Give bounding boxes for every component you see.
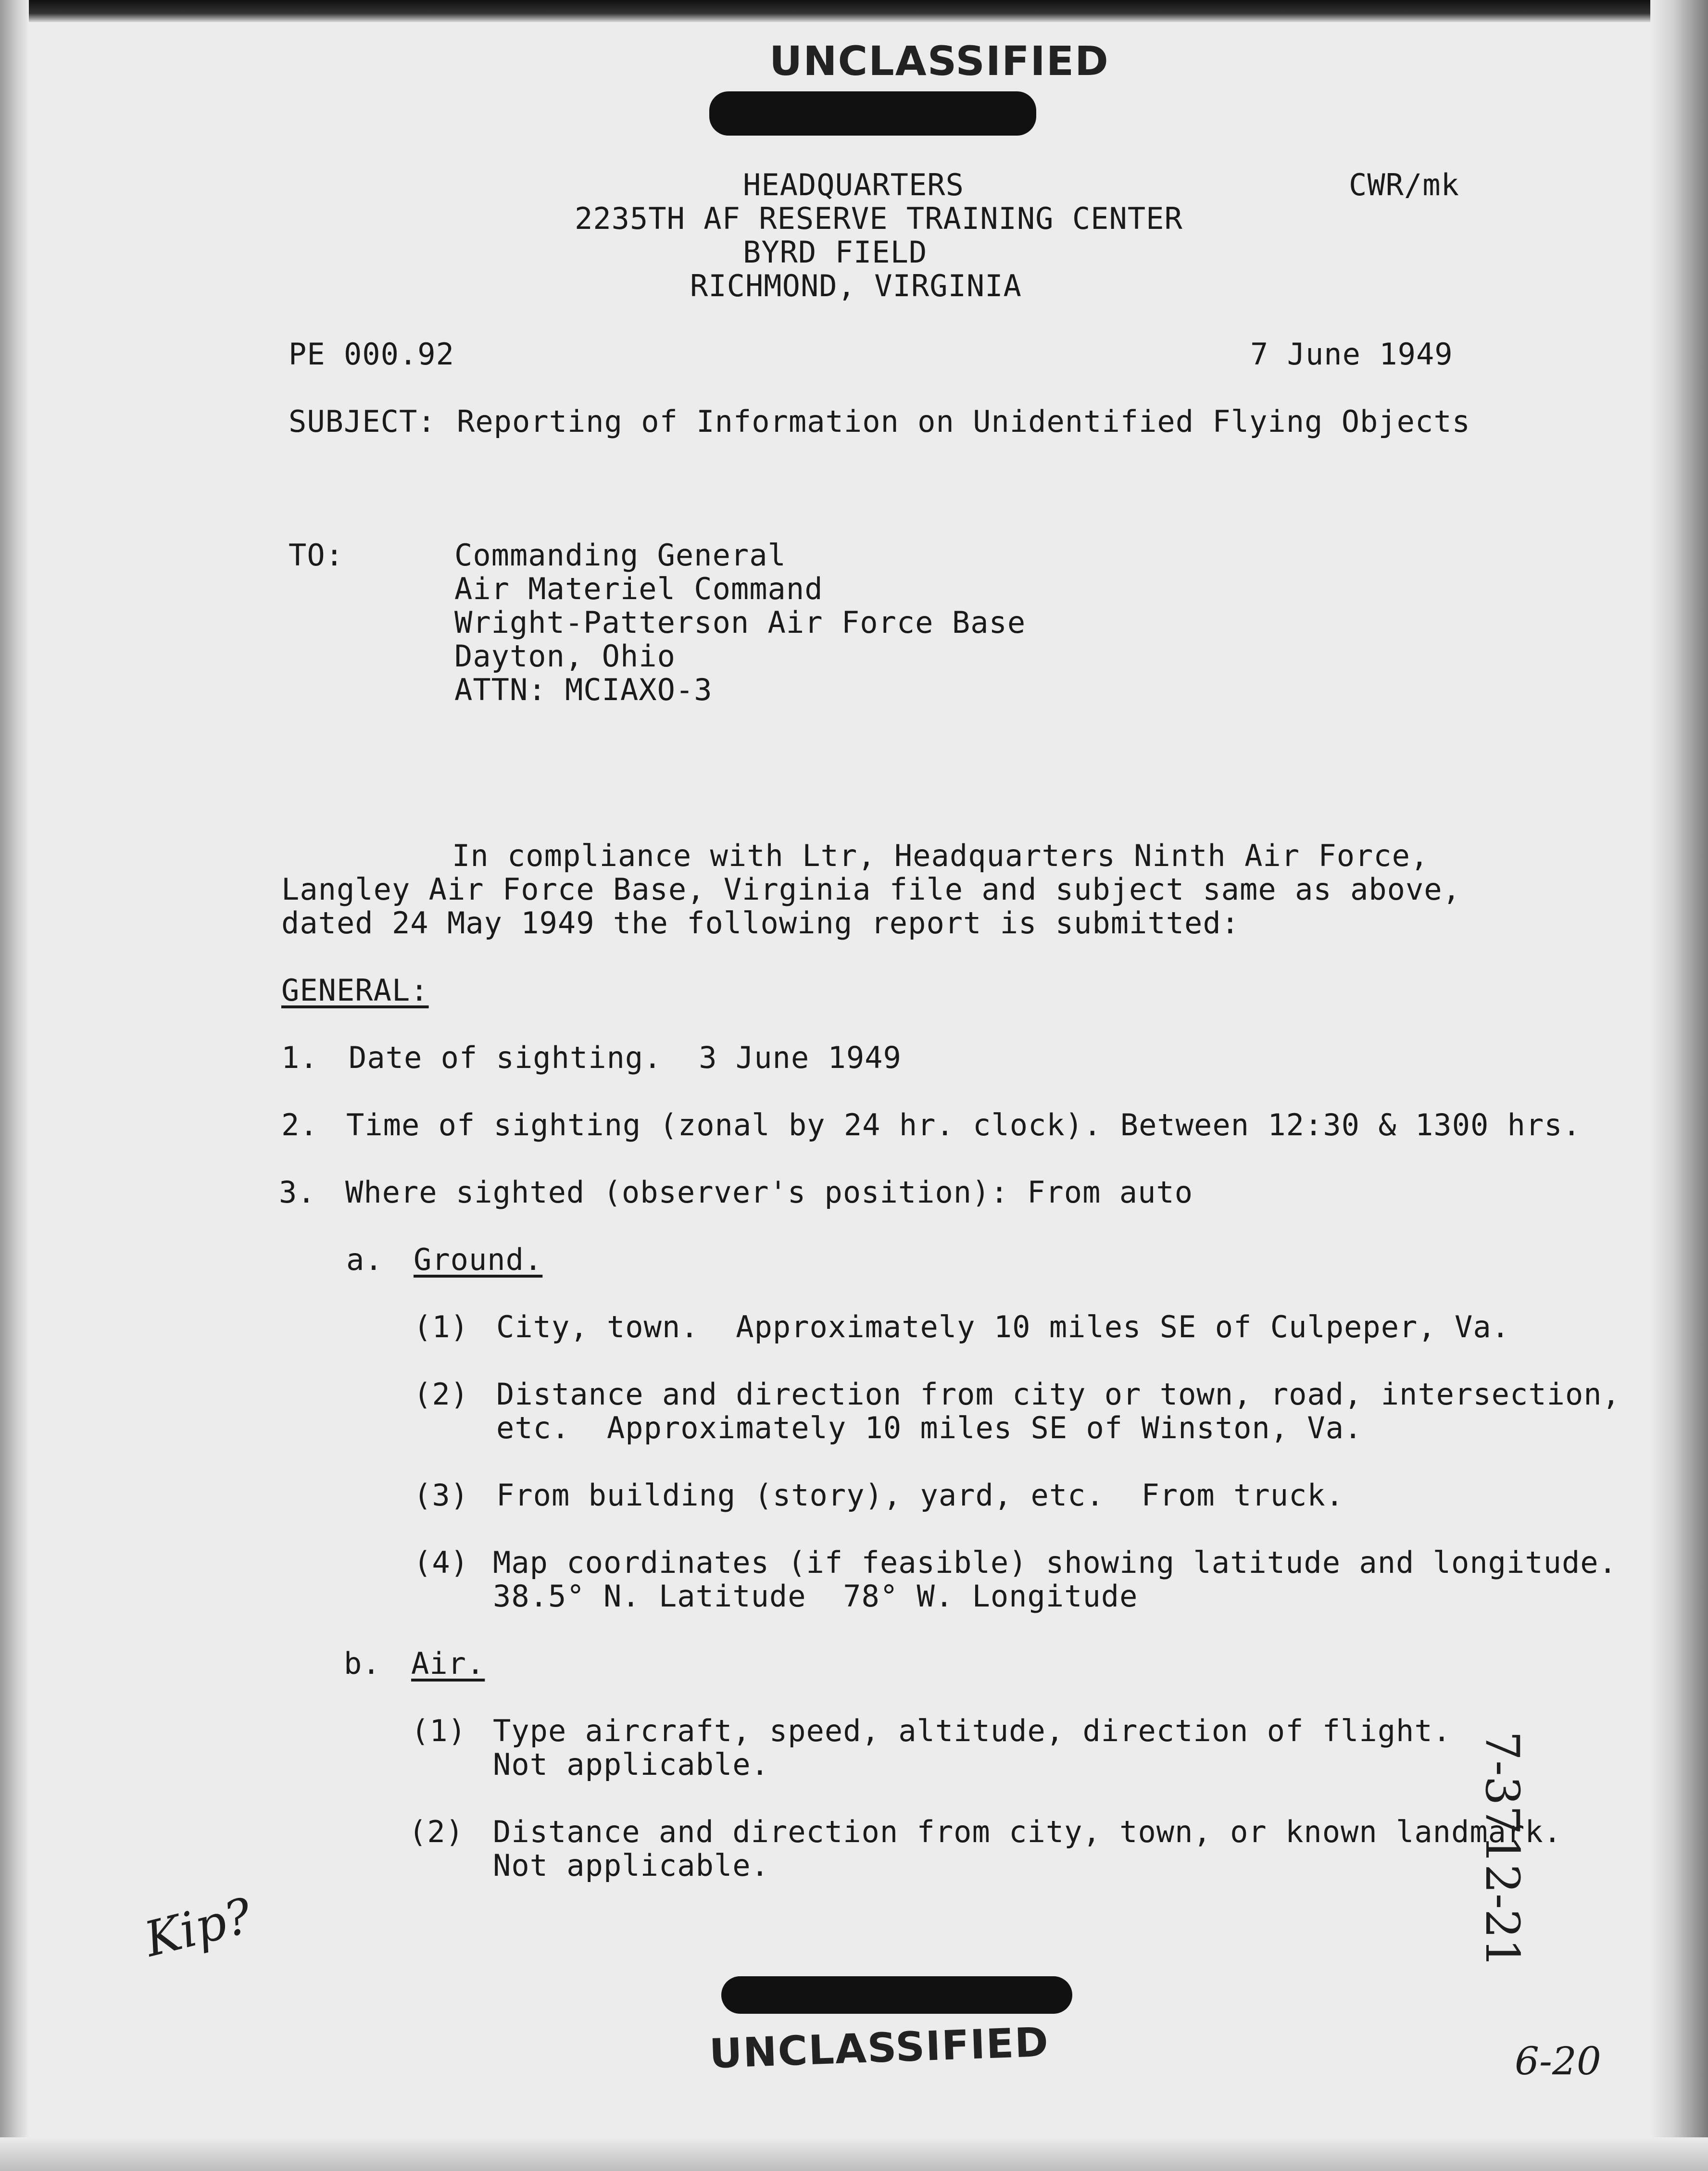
air-item-1-text-line-1: Type aircraft, speed, altitude, direction of flight. bbox=[493, 1713, 1452, 1748]
air-letter: b. bbox=[344, 1646, 381, 1681]
ground-item-1-text: City, town. Approximately 10 miles SE of Culpeper, Va. bbox=[496, 1309, 1510, 1344]
item-2-number: 2. bbox=[281, 1107, 318, 1142]
to-line-4: Dayton, Ohio bbox=[454, 639, 676, 674]
redaction-bar-top bbox=[709, 91, 1036, 136]
org-line-1: HEADQUARTERS bbox=[743, 167, 964, 202]
intro-line-1: In compliance with Ltr, Headquarters Ninth Air Force, bbox=[452, 838, 1429, 873]
handwritten-page-mark: 6-20 bbox=[1515, 2039, 1601, 2083]
ground-item-2-text-line-1: Distance and direction from city or town, road, intersection, bbox=[496, 1377, 1620, 1412]
scan-edge-top bbox=[0, 0, 1708, 22]
item-1-number: 1. bbox=[281, 1040, 318, 1075]
intro-line-2: Langley Air Force Base, Virginia file and subject same as above, bbox=[281, 872, 1461, 907]
air-item-1-number: (1) bbox=[411, 1713, 466, 1748]
org-line-4: RICHMOND, VIRGINIA bbox=[690, 268, 1022, 303]
ground-item-1-number: (1) bbox=[414, 1309, 469, 1344]
to-line-2: Air Materiel Command bbox=[454, 571, 823, 606]
typist-initials: CWR/mk bbox=[1349, 167, 1459, 202]
ground-item-4-number: (4) bbox=[414, 1545, 469, 1580]
org-line-3: BYRD FIELD bbox=[743, 235, 928, 270]
org-line-2: 2235TH AF RESERVE TRAINING CENTER bbox=[575, 201, 1183, 236]
item-3-text: Where sighted (observer's position): From auto bbox=[345, 1175, 1193, 1210]
intro-line-3: dated 24 May 1949 the following report is submitted: bbox=[281, 905, 1240, 941]
subject-label: SUBJECT: bbox=[289, 404, 436, 439]
redaction-bar-bottom bbox=[721, 1976, 1072, 2014]
ground-item-2-text-line-2: etc. Approximately 10 miles SE of Winston, Va. bbox=[496, 1410, 1363, 1445]
handwritten-document-number: 7-3712-21 bbox=[1475, 1731, 1529, 1968]
ground-letter: a. bbox=[346, 1242, 383, 1277]
air-item-2-text-line-2: Not applicable. bbox=[493, 1848, 769, 1883]
scan-edge-left bbox=[0, 0, 29, 2171]
item-2-text: Time of sighting (zonal by 24 hr. clock). Between 12:30 & 1300 hrs. bbox=[346, 1107, 1581, 1142]
ground-item-4-text-line-1: Map coordinates (if feasible) showing latitude and longitude. bbox=[493, 1545, 1617, 1580]
ground-item-3-number: (3) bbox=[414, 1478, 469, 1513]
ground-item-3-text: From building (story), yard, etc. From truck. bbox=[496, 1478, 1344, 1513]
general-heading: GENERAL: bbox=[281, 973, 429, 1008]
air-item-2-number: (2) bbox=[409, 1814, 464, 1849]
classification-stamp-top: UNCLASSIFIED bbox=[769, 38, 1109, 85]
to-line-1: Commanding General bbox=[454, 538, 786, 573]
item-3-number: 3. bbox=[279, 1175, 316, 1210]
scan-edge-bottom bbox=[0, 2137, 1708, 2171]
ground-item-2-number: (2) bbox=[414, 1377, 469, 1412]
to-line-3: Wright-Patterson Air Force Base bbox=[454, 605, 1026, 640]
ground-item-4-text-line-2: 38.5° N. Latitude 78° W. Longitude bbox=[493, 1579, 1138, 1614]
ground-heading: Ground. bbox=[414, 1242, 543, 1277]
subject-text: Reporting of Information on Unidentified Flying Objects bbox=[457, 404, 1470, 439]
file-reference: PE 000.92 bbox=[289, 337, 454, 372]
air-heading: Air. bbox=[411, 1646, 485, 1681]
air-item-1-text-line-2: Not applicable. bbox=[493, 1747, 769, 1782]
handwritten-margin-note: Kip? bbox=[139, 1887, 258, 1968]
scan-edge-right bbox=[1650, 0, 1708, 2171]
classification-stamp-bottom: UNCLASSIFIED bbox=[708, 2018, 1050, 2078]
to-label: TO: bbox=[289, 538, 344, 573]
to-line-5: ATTN: MCIAXO-3 bbox=[454, 672, 713, 707]
letter-date: 7 June 1949 bbox=[1250, 337, 1453, 372]
item-1-text: Date of sighting. 3 June 1949 bbox=[349, 1040, 902, 1075]
air-item-2-text-line-1: Distance and direction from city, town, or known landmark. bbox=[493, 1814, 1562, 1849]
